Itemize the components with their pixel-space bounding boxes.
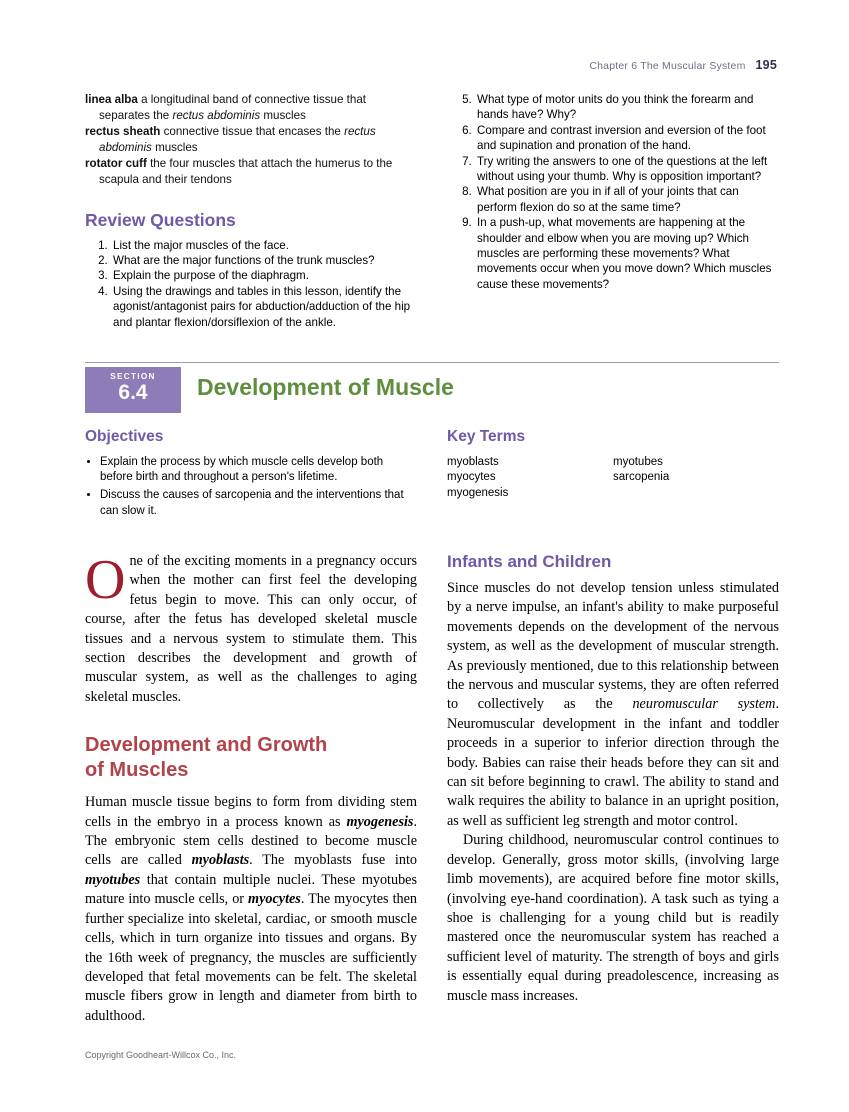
objectives-block <box>85 428 415 522</box>
review-questions-heading: Review Questions <box>85 209 236 230</box>
key-terms-block <box>447 428 779 501</box>
key-term: myoblasts <box>447 456 499 468</box>
infants-children-heading: Infants and Children <box>447 552 612 571</box>
glossary-entry <box>85 124 415 155</box>
intro-paragraph <box>85 549 417 707</box>
review-question-item: 3. Explain the purpose of the diaphragm. <box>111 268 415 283</box>
key-term: myocytes <box>447 471 496 484</box>
banner-divider <box>85 362 779 363</box>
glossary-def-before: connective tissue that encases the <box>160 125 345 139</box>
body-right-column <box>447 552 779 1006</box>
key-term-myocytes: myocytes <box>248 891 301 908</box>
heading-line-1: Development and Growth <box>85 734 328 757</box>
glossary-def-after: muscles <box>260 108 306 122</box>
glossary-def-before: the four muscles that attach the humerus to the scapula and their tendons <box>99 157 393 186</box>
glossary-term: rectus sheath <box>85 125 161 139</box>
para1-part-2: . Neuromuscular development in the infant and toddler proceeds in a superior to inferior direction through the body. Babies can raise their heads before they can sit and can sit before beginning to crawl. The ability to stand and walk requires the ability to balance in an upright position, as well as sufficient leg strength and motor control. <box>447 696 779 829</box>
review-question-item: 2. What are the major functions of the trunk muscles? <box>111 253 415 268</box>
para-part-5: . The myocytes then further specialize into skeletal, cardiac, or smooth muscle cells, which in turn organize into tissues and organs. By the 16th week of pregnancy, the muscles are sufficiently developed that fetal movements can be felt. The skeletal muscle fibers grow in length and diameter from birth to adulthood. <box>85 891 417 1024</box>
section-number: 6.4 <box>118 381 148 404</box>
key-term-myoblasts: myoblasts <box>191 852 250 869</box>
key-term: sarcopenia <box>613 471 670 484</box>
review-question-item: 9. In a push-up, what movements are happening at the shoulder and elbow when you are moving up? Which muscles are performing these movements? What movements occur when you move down? Which muscles cause these movements? <box>475 215 779 292</box>
infants-children-paragraph-1 <box>447 579 779 831</box>
review-question-item: 6. Compare and contrast inversion and eversion of the foot and supination and pronation of the hand. <box>475 123 779 154</box>
key-terms-heading: Key Terms <box>447 428 526 445</box>
review-question-item: 7. Try writing the answers to one of the questions at the left without using your thumb. Why is opposition important? <box>475 154 779 185</box>
key-term: myotubes <box>613 456 663 468</box>
glossary-def-before: a longitudinal band of connective tissue that separates the <box>99 93 367 122</box>
para-part-4: that contain multiple nuclei. These myotubes mature into muscle cells, or <box>85 871 417 908</box>
objectives-list <box>85 455 415 519</box>
key-terms-column-2 <box>613 455 779 501</box>
glossary-term: linea alba <box>85 93 138 106</box>
key-terms-columns <box>447 455 779 501</box>
glossary-term: rotator cuff <box>85 157 147 171</box>
para-part-1: Human muscle tissue begins to form from dividing stem cells in the embryo in a process known as <box>85 794 417 830</box>
review-questions-left-list <box>85 238 415 330</box>
body-left-column <box>85 549 417 1026</box>
section-banner <box>85 362 779 408</box>
intro-text: ne of the exciting moments in a pregnancy occurs when the mother can first feel the developing fetus begin to move. This can only occur, of course, after the fetus has developed skeletal muscle tissues and a nervous system to stimulate them. This section describes the development and growth of muscular system, as well as the challenges to aging skeletal muscles. <box>85 553 417 705</box>
running-head-chapter: Chapter 6 The Muscular System <box>589 60 746 72</box>
objectives-heading: Objectives <box>85 428 164 445</box>
term-neuromuscular-system: neuromuscular system <box>632 696 776 713</box>
para-part-3: . The myoblasts fuse into <box>249 852 417 869</box>
section-number-box <box>85 367 181 413</box>
glossary-def-after: muscles <box>151 140 198 154</box>
review-question-item: 8. What position are you in if all of your joints that can perform flexion do so at the same time? <box>475 184 779 215</box>
para-part-2: . The embryonic stem cells destined to become muscle cells are called <box>85 813 417 869</box>
drop-cap: O <box>85 549 126 611</box>
glossary-entry <box>85 156 415 187</box>
section-title: Development of Muscle <box>197 374 454 400</box>
development-growth-paragraph <box>85 793 417 1026</box>
glossary-list <box>85 92 415 188</box>
top-right-column <box>447 92 779 292</box>
key-term-myogenesis: myogenesis <box>346 813 414 830</box>
running-head <box>589 58 777 72</box>
top-left-column <box>85 92 415 330</box>
page-number: 195 <box>755 58 777 72</box>
glossary-entry <box>85 92 415 123</box>
review-questions-right-list <box>447 92 779 292</box>
objective-item: • Discuss the causes of sarcopenia and the interventions that can slow it. <box>100 488 415 518</box>
development-growth-heading <box>85 733 417 783</box>
infants-children-paragraph-2: During childhood, neuromuscular control continues to develop. Generally, gross motor skills, (involving large limb movements), are acquired before fine motor skills, (involving eye-hand coordination). A task such as tying a shoe is challenging for a young child but is readily mastered once the neuromuscular system has reached a sufficient level of maturity. The strength of boys and girls is essentially equal during preadolescence, increasing as muscle mass increases. <box>447 832 779 1004</box>
review-question-item: 5. What type of motor units do you think the forearm and hands have? Why? <box>475 92 779 123</box>
review-question-item: 1. List the major muscles of the face. <box>111 238 415 253</box>
key-terms-column-1 <box>447 455 613 501</box>
objective-item: • Explain the process by which muscle cells develop both before birth and throughout a person's lifetime. <box>100 455 415 485</box>
glossary-def-italic: rectus abdominis <box>172 108 261 122</box>
para1-part-1: Since muscles do not develop tension unless stimulated by a nerve impulse, an infant's ability to make purposeful movements depends on the development of the nervous system, as well as the development of muscular strength. As previously mentioned, due to this relationship between the nervous and muscular systems, they are often referred to collectively as the <box>447 580 779 713</box>
key-term-myotubes: myotubes <box>85 871 141 888</box>
copyright-footer: Copyright Goodheart-Willcox Co., Inc. <box>85 1050 237 1060</box>
glossary-def-italic: rectus abdominis <box>99 125 376 154</box>
section-label: SECTION <box>110 372 156 381</box>
key-term: myogenesis <box>447 486 509 499</box>
heading-line-2: of Muscles <box>85 759 189 782</box>
review-question-item: 4. Using the drawings and tables in this lesson, identify the agonist/antagonist pairs for abduction/adduction of the hip and plantar flexion/dorsiflexion of the ankle. <box>111 284 415 330</box>
